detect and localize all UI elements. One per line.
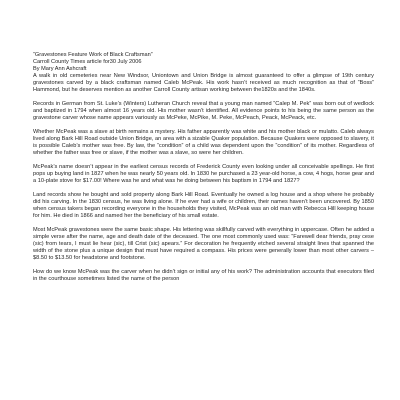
byline: By Mary Ann Ashcraft [33,66,87,72]
publication-line: Carroll County Times article for30 July 2006 [33,59,142,65]
paragraph-2: Records in German from St. Luke’s (Winters) Lutheran Church reveal that a young man named “Calep M. Pek” was born out of wedlock and baptized in 1794 when almost 16 years old. His mother wasn’t identified. All evidence points to his being the same person as the gravestone carver whose name appears variously as McPeke, McPike, M. Peke, McPeach, Peack, McPeack, etc. [33,101,374,121]
article-header [33,52,374,73]
paragraph-1: A walk in old cemeteries near New Windsor, Uniontown and Union Bridge is almost guaranteed to offer a glimpse of 19th century gravestones carved by a black craftsman named Caleb McPeak. His work hasn’t received as much recognition as that of “Boss” Hammond, but he deserves mention as another Carroll County artisan working between the1820s and the 1840s. [33,73,374,93]
paragraph-6: Most McPeak gravestones were the same basic shape. His lettering was skillfully carved with everything in uppercase. Often he added a simple verse after the name, age and death date of the deceased. The one most commonly used was: “Farewell dear friends, pray cese (sic) from tears, I must lie hear (sic), till Crist (sic) apears.” For decoration he frequently etched several straight lines that spanned the width of the stone plus a unique design that must have required a compass. His prices were generally lower than most other carvers – $8.50 to $13.50 for headstone and footstone. [33,227,374,261]
article-title: “Gravestones Feature Work of Black Craftsman” [33,52,153,58]
paragraph-3: Whether McPeak was a slave at birth remains a mystery. His father apparently was white and his mother black or mulatto. Caleb always lived along Bark Hill Road outside Union Bridge, an area with a sizable Quaker population. Because Quakers were opposed to slavery, it is possible Caleb’s mother was free. By law, the “condition” of a child was dependent upon the “condition” of its mother. Regardless of whether the father was free or slave, if the mother was a slave, so were her children. [33,129,374,156]
paragraph-5: Land records show he bought and sold property along Bark Hill Road. Eventually he owned a log house and a shop where he probably did his carving. In the 1830 census, he was living alone. If he ever had a wife or children, their names haven’t been uncovered. By 1850 when census takers began recording everyone in the households they visited, McPeak was an old man with Rebecca Hill keeping house for him. He died in 1866 and named her the beneficiary of his small estate. [33,192,374,219]
paragraph-4: McPeak’s name doesn’t appear in the earliest census records of Frederick County even looking under all conceivable spellings. He first pops up buying land in 1827 when he was nearly 50 years old. In 1830 he purchased a 23 year-old horse, a cow, 4 hogs, horse gear and a 10-plate stove for $17.00! Where was he and what was he doing between his baptism in 1794 and 1827? [33,164,374,184]
paragraph-7: How do we know McPeak was the carver when he didn’t sign or initial any of his work? The administration accounts that executors filed in the courthouse sometimes listed the name of the person [33,269,374,282]
